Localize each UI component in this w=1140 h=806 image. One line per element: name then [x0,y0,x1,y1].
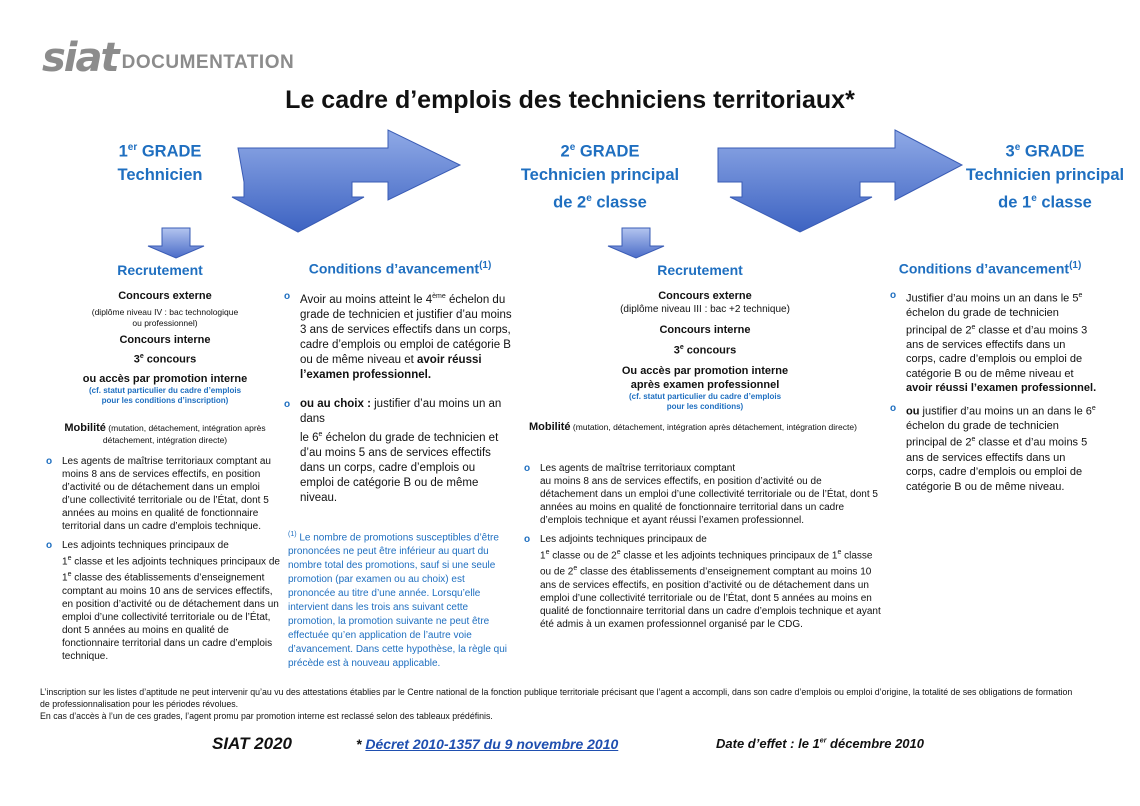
mobilite-2: Mobilité (mutation, détachement, intégration après détachement, intégration directe) [529,421,857,433]
arrow-grade1-to-2 [232,130,460,232]
list-item: o ou au choix : justifier d’au moins un an dans le 6e échelon du grade de technicien et d’au moins 5 ans de services effectifs dans un corps, cadre d’emplois ou emploi de catégorie B ou de même niveau. [282,397,512,506]
conditions-2-title: Conditions d’avancement$^{(1)}$ [898,260,1082,277]
siat-year: SIAT 2020 [212,734,293,753]
mobilite-1: Mobilité (mutation, détachement, intégration après détachement, intégration directe) [64,422,266,445]
list-item: o ou justifier d’au moins un an dans le 6e échelon du grade de technicien principal de 2e classe et d’au moins 5 ans de services effectifs dans un corps, cadre d’emplois ou emploi de catégorie B ou de même niveau. [888,402,1098,494]
decree-link[interactable]: Décret 2010-1357 du 9 novembre 2010 [365,736,619,752]
decree-ref: * Décret 2010-1357 du 9 novembre 2010 [356,736,619,752]
recrutement-2-block: Concours externe (diplôme niveau III : bac +2 technique) Concours interne 3e concours Ou accès par promotion interne après examen professionnel (cf. statut particulier du cadre d’emplois pour les conditions) [620,290,790,411]
logo-mark: siat [42,35,118,81]
conditions-2-list [888,289,1098,500]
list-item: o Avoir au moins atteint le 4ème échelon du grade de technicien et justifier d’au moins 3 ans de services effectifs dans un corps, cadre d’emplois ou emploi de catégorie B ou de même niveau et avoir réussi l’examen professionnel. [282,289,512,383]
avancement-footnote: $^{(1)}$ Le nombre de promotions susceptibles d’être prononcées ne peut être inférieur au quart du nombre total des promotions, sauf si une seule promotion (par examen ou au choix) est prononcée au titre d’une année. Lorsqu’elle intervient dans les trois ans suivant cette promotion, la promotion suivante ne peut être effectuée qu’en application de l’autre voie d’avancement. Dans cette hypothèse, la règle qui précède est à nouveau applicable. [288,531,508,670]
list-item: o Les agents de maîtrise territoriaux comptant au moins 8 ans de services effectifs, en position d’activité ou de détachement dans un emploi d’une collectivité territoriale ou de l’État, dont 5 années au moins en qualité de fonctionnaire territorial dans un cadre d’emplois technique et ayant réussi l’examen professionnel. [522,462,882,527]
page-title: Le cadre d’emplois des techniciens territoriaux* [285,86,855,114]
arrows-graphic [0,0,1140,270]
arrow-grade2-to-3 [718,130,962,232]
list-item: o Les adjoints techniques principaux de 1e classe et les adjoints techniques principaux de 1e classe des établissements d’enseignement comptant au moins 10 ans de services effectifs, en position d’activité ou de détachement dans un emploi d’une collectivité territoriale ou de l’État, dont 5 années au moins en qualité de fonctionnaire territorial dans un cadre d’emplois technique. [44,539,284,663]
grade-3: 3e GRADE Technicien principal de 1e classe [965,142,1125,211]
footer-notes: L’inscription sur les listes d’aptitude ne peut intervenir qu’au vu des attestations établies par le Centre national de la fonction publique territoriale précisant que l’agent a accompli, dans son cadre d’emplois ou emploi d’origine, la totalité de ses obligations de formation de professionnalisation pour les périodes révolues. En cas d’accès à l’un de ces grades, l’agent promu par promotion interne est reclassé selon des tableaux prédéfinis. [40,687,1073,721]
recrutement-2-title: Recrutement [657,262,743,278]
grade-2: 2e GRADE Technicien principal de 2e classe [520,142,680,211]
arrow-down-recrutement-2 [608,228,664,258]
conditions-1-list [282,289,512,512]
list-item: o Justifier d’au moins un an dans le 5e échelon du grade de technicien principal de 2e classe et d’au moins 3 ans de services effectifs dans un corps, cadre d’emplois ou emploi de catégorie B ou de même niveau et avoir réussi l’examen professionnel. [888,289,1098,396]
conditions-1-title: Conditions d’avancement$^{(1)}$ [308,260,492,277]
arrow-down-recrutement-1 [148,228,204,258]
recrutement-2-list [522,462,882,637]
effective-date: Date d’effet : le 1er décembre 2010 [716,736,924,751]
list-item: o Les adjoints techniques principaux de 1e classe ou de 2e classe et les adjoints techniques principaux de 1e classe ou de 2e classe des établissements d’enseignement comptant au moins 10 ans de services effectifs, en position d’activité ou de détachement dans un emploi d’une collectivité territoriale ou de l’État, dont 5 années au moins en qualité de fonctionnaire territorial dans un cadre d’emplois technique et ayant été admis à un examen professionnel organisé par le CDG. [522,533,882,631]
list-item: o Les agents de maîtrise territoriaux comptant au moins 8 ans de services effectifs, en position d’activité ou de détachement dans un emploi d’une collectivité territoriale ou de l’État, dont 5 années au moins en qualité de fonctionnaire territorial dans un cadre d’emplois technique. [44,455,284,533]
recrutement-1-list [44,455,284,669]
recrutement-1-title: Recrutement [117,262,203,278]
recrutement-1-block: Concours externe (diplôme niveau IV : bac technologique ou professionnel) Concours interne 3e concours ou accès par promotion interne (cf. statut particulier du cadre d’emplois pour les conditions d’inscription) [82,290,248,405]
grade-1: 1er GRADE Technicien [117,142,203,184]
logo-text: DOCUMENTATION [121,52,295,73]
